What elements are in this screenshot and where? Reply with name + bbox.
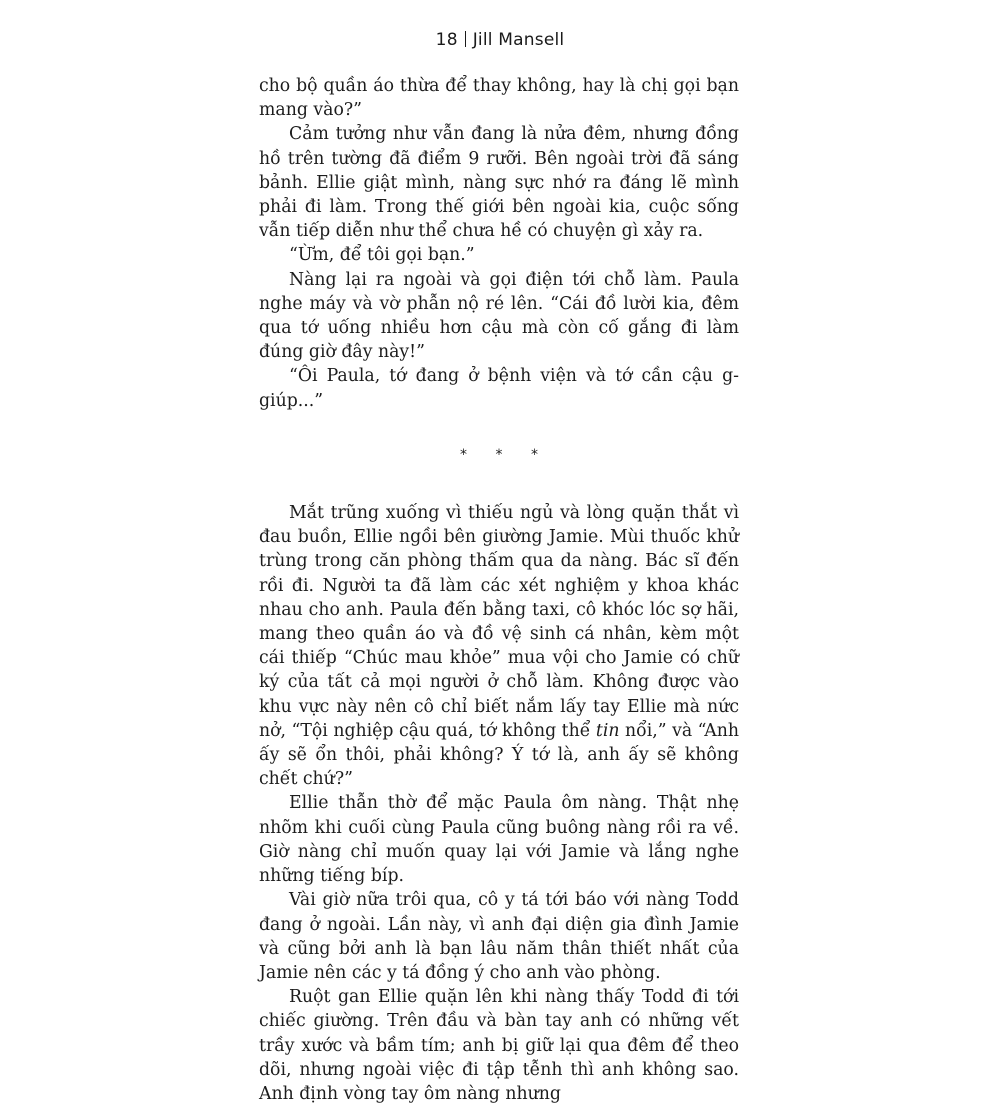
- header-divider: [465, 31, 466, 47]
- paragraph-7: Ellie thẫn thờ để mặc Paula ôm nàng. Thật nhẹ nhõm khi cuối cùng Paula cũng buông nàng rồi ra về. Giờ nàng chỉ muốn quay lại với Jamie và lắng nghe những tiếng bíp.: [259, 793, 739, 887]
- body-text: [259, 74, 739, 1106]
- author-name: Jill Mansell: [472, 30, 565, 50]
- paragraph-3: “Ừm, để tôi gọi bạn.”: [289, 245, 475, 266]
- paragraph-1: cho bộ quần áo thừa để thay không, hay là chị gọi bạn mang vào?”: [259, 76, 739, 121]
- paragraph-6: [259, 501, 739, 791]
- paragraph-9: Ruột gan Ellie quặn lên khi nàng thấy Todd đi tới chiếc giường. Trên đầu và bàn tay anh có những vết trầy xước và bầm tím; anh bị giữ lại qua đêm để theo dõi, nhưng ngoài việc đi tập tễnh thì anh không sao. Anh định vòng tay ôm nàng nhưng: [259, 987, 739, 1104]
- paragraph-5: “Ôi Paula, tớ đang ở bệnh viện và tớ cần cậu g-giúp...”: [259, 366, 739, 411]
- paragraph-2: Cảm tưởng như vẫn đang là nửa đêm, nhưng đồng hồ trên tường đã điểm 9 rưỡi. Bên ngoài trời đã sáng bảnh. Ellie giật mình, nàng sực nhớ ra đáng lẽ mình phải đi làm. Trong thế giới bên ngoài kia, cuộc sống vẫn tiếp diễn như thể chưa hề có chuyện gì xảy ra.: [259, 124, 739, 242]
- paragraph-6-part-b: nổi,” và “Anh ấy sẽ ổn thôi, phải không? Ý tớ là, anh ấy sẽ không chết chứ?”: [259, 720, 739, 790]
- paragraph-6-part-a: Mắt trũng xuống vì thiếu ngủ và lòng quặn thắt vì đau buồn, Ellie ngồi bên giường Jamie. Mùi thuốc khử trùng trong căn phòng thấm qua da nàng. Bác sĩ đến rồi đi. Người ta đã làm các xét nghiệm y khoa khác nhau cho anh. Paula đến bằng taxi, cô khóc lóc sợ hãi, mang theo quần áo và đồ vệ sinh cá nhân, kèm một cái thiếp “Chúc mau khỏe” mua vội cho Jamie có chữ ký của tất cả mọi người ở chỗ làm. Không được vào khu vực này nên cô chỉ biết nắm lấy tay Ellie mà nức nở, “Tội nghiệp cậu quá, tớ không thể: [259, 503, 739, 741]
- running-header: [0, 30, 1000, 50]
- paragraph-4: Nàng lại ra ngoài và gọi điện tới chỗ làm. Paula nghe máy và vờ phẫn nộ ré lên. “Cái đồ lười kia, đêm qua tớ uống nhiều hơn cậu mà còn cố gắng đi làm đúng giờ đây này!”: [259, 269, 739, 363]
- section-separator: * * *: [460, 446, 550, 463]
- page-number: 18: [435, 30, 458, 50]
- paragraph-8: Vài giờ nữa trôi qua, cô y tá tới báo với nàng Todd đang ở ngoài. Lần này, vì anh đại diện gia đình Jamie và cũng bởi anh là bạn lâu năm thân thiết nhất của Jamie nên các y tá đồng ý cho anh vào phòng.: [259, 890, 739, 983]
- emphasis-word: tin: [595, 720, 620, 741]
